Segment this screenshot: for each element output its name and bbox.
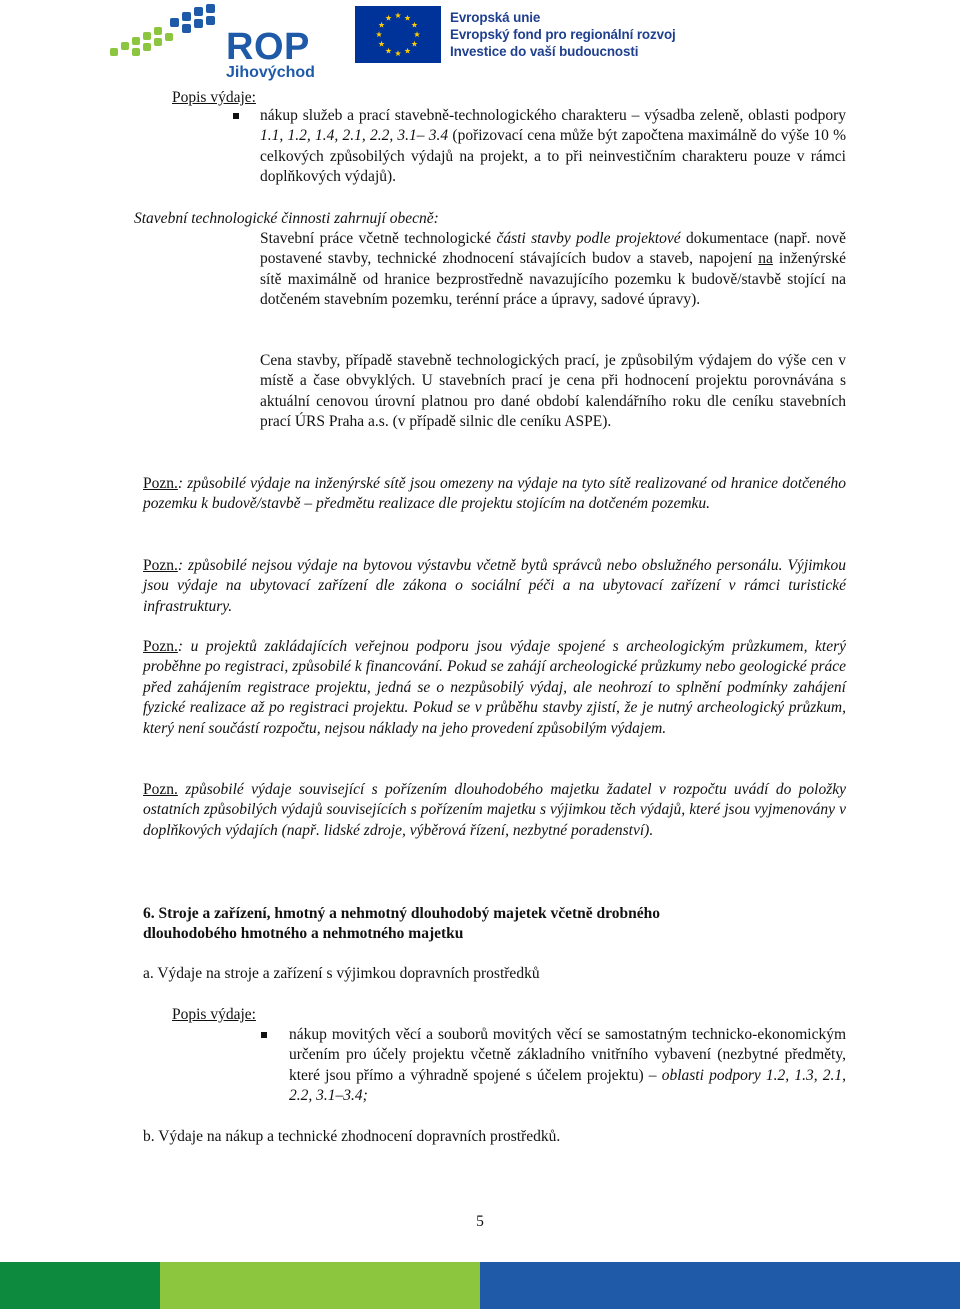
- rop-leaf-icon: [108, 2, 226, 62]
- section-6-heading-line2: dlouhodobého hmotného a nehmotného majetku: [143, 925, 464, 942]
- item-b: b. Výdaje na nákup a technické zhodnocení dopravních prostředků.: [143, 1128, 561, 1145]
- item-a: a. Výdaje na stroje a zařízení s výjimkou dopravních prostředků: [143, 965, 540, 982]
- note-4: Pozn. způsobilé výdaje související s pořízením dlouhodobého majetku žadatel v rozpočtu uvádí do položky ostatních způsobilých výdajů souvisejících s pořízením majetku s výjimkou těch výdajů, které jsou vyjmenovány v doplňkových výdajích (např. lidské zdroje, výběrová řízení, nezbytné poradenství).: [143, 781, 846, 839]
- rop-name: ROP: [226, 26, 310, 68]
- eu-line-1: Evropská unie: [450, 10, 541, 25]
- footer-color-stripes: [0, 1262, 960, 1309]
- rop-jihovychod-logo: [108, 2, 328, 86]
- eu-fund-text: [450, 9, 676, 60]
- eu-line-3: Investice do vaší budoucnosti: [450, 44, 639, 59]
- rop-region: Jihovýchod: [226, 64, 315, 81]
- bullet-item-1: nákup služeb a prací stavebně-technologického charakteru – výsadba zeleně, oblasti podpory 1.1, 1.2, 1.4, 2.1, 2.2, 3.1– 3.4 (pořizovací cena může být započtena maximálně do výše 10 % celkových způsobilých výdajů na projekt, a to při neinvestičním charakteru pouze v rámci doplňkových výdajů).: [260, 107, 847, 186]
- bullet-square-icon: [261, 1032, 267, 1038]
- note-2: Pozn.: způsobilé nejsou výdaje na bytovou výstavbu včetně bytů správců nebo obslužného personálu. Výjimkou jsou výdaje na ubytovací zařízení dle zákona o sociální péči a na ubytovací zařízení v rámci turistické infrastruktury.: [143, 557, 846, 615]
- bullet-item-2: nákup movitých věcí a souborů movitých věcí se samostatným technicko-ekonomickým určením pro účely projektu včetně základního vnitřního vybavení (nezbytné předměty, které jsou přímo a výhradně spojené s účelem projektu) – oblasti podpory 1.2, 1.3, 2.1, 2.2, 3.1–3.4;: [289, 1026, 846, 1105]
- bullet-square-icon: [233, 113, 239, 119]
- section-heading-stavebni: Stavební technologické činnosti zahrnují obecně:: [134, 210, 439, 227]
- eu-line-2: Evropský fond pro regionální rozvoj: [450, 27, 676, 42]
- paragraph-cena-stavby: Cena stavby, případě stavebně technologických prací, je způsobilým výdajem do výše cen v místě a čase obvyklých. U stavebních prací je cena při hodnocení projektu porovnávána s aktuální cenovou úrovní platnou pro dané období kalendářního roku dle ceníku stavebních prací ÚRS Praha a.s. (v případě silnic dle ceníku ASPE).: [260, 352, 846, 431]
- note-1: Pozn.: způsobilé výdaje na inženýrské sítě jsou omezeny na výdaje na tyto sítě realizované od hranice dotčeného pozemku k budově/stavbě – předmětu realizace dle projektu stojícím na dotčeném pozemku.: [143, 475, 846, 513]
- page-number: 5: [476, 1213, 484, 1230]
- popis-vydaje-label-1: Popis výdaje:: [172, 89, 256, 106]
- paragraph-stavebni-prace: Stavební práce včetně technologické části stavby podle projektové dokumentace (např. nově postavené stavby, technické zhodnocení stávajících budov a staveb, napojení na inženýrské sítě maximálně od hranice bezprostředně navazujícího pozemku k budově/stavbě stojící na dotčeném stavebním pozemku, terénní práce a úpravy, sadové úpravy).: [260, 230, 846, 309]
- popis-vydaje-label-2: Popis výdaje:: [172, 1006, 256, 1023]
- section-6-heading-line1: 6. Stroje a zařízení, hmotný a nehmotný dlouhodobý majetek včetně drobného: [143, 905, 660, 922]
- eu-flag-icon: [355, 6, 441, 63]
- note-3: Pozn.: u projektů zakládajících veřejnou podporu jsou výdaje spojené s archeologickým průzkumem, který proběhne po registraci, způsobilé k financování. Pokud se zahájí archeologické průzkumy nebo geologické práce před zahájením registrace projektu, jedná se o nezpůsobilý výdaj, ale neohrozí to splnění podmínky zahájení fyzické realizace až po registraci projektu. Pokud se v průběhu stavby zjistí, že je nutný archeologický průzkum, který není součástí rozpočtu, nejsou náklady na jeho provedení způsobilým výdajem.: [143, 638, 846, 737]
